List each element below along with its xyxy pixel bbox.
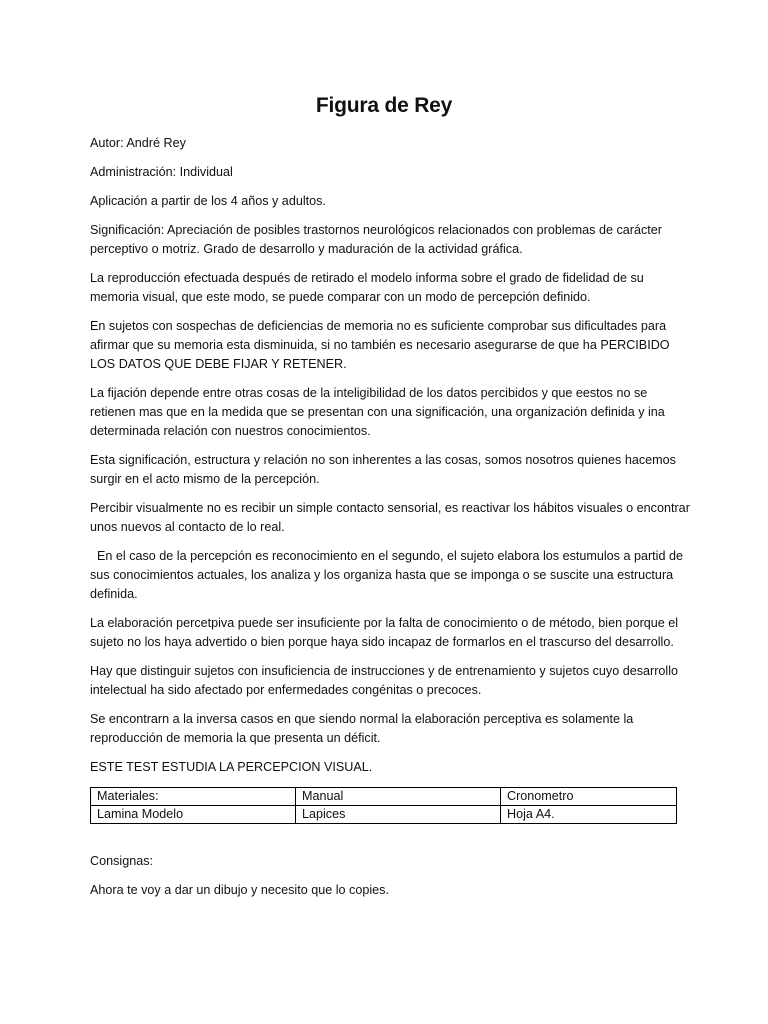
table-cell: Hoja A4. — [501, 806, 677, 824]
paragraph-inverse: Se encontrarn a la inversa casos en que siendo normal la elaboración perceptiva es solamente la reproducción de memoria la que presenta un déficit. — [90, 712, 637, 745]
paragraph-distinguish: Hay que distinguir sujetos con insuficiencia de instrucciones y de entrenamiento y sujetos cuyo desarrollo intelectual ha sido afectado por enfermedades congénitas o precoces. — [90, 664, 682, 697]
paragraph-application: Aplicación a partir de los 4 años y adultos. — [90, 194, 326, 208]
table-row — [91, 806, 677, 824]
table-cell: Materiales: — [91, 788, 296, 806]
paragraph-memory-deficiency: En sujetos con sospechas de deficiencias de memoria no es suficiente comprobar sus dificultades para afirmar que su memoria esta disminuida, si no también es necesario asegurarse de que ha PERCIBIDO LOS DATOS QUE DEBE FIJAR Y RETENER. — [90, 319, 674, 371]
materials-table — [90, 787, 677, 824]
document-body — [90, 134, 694, 910]
paragraph-reproduction: La reproducción efectuada después de retirado el modelo informa sobre el grado de fidelidad de su memoria visual, que este modo, se puede comparar con un modo de percepción definido. — [90, 271, 648, 304]
paragraph-perception-case: En el caso de la percepción es reconocimiento en el segundo, el sujeto elabora los estumulos a partid de sus conocimientos actuales, los analiza y los organiza hasta que se imponga o se suscite una estructura definida. — [90, 549, 687, 601]
table-cell: Cronometro — [501, 788, 677, 806]
paragraph-author: Autor: André Rey — [90, 136, 186, 150]
document-title: Figura de Rey — [315, 94, 453, 117]
paragraph-perceive: Percibir visualmente no es recibir un simple contacto sensorial, es reactivar los hábitos visuales o encontrar unos nuevos al contacto de lo real. — [90, 501, 694, 534]
paragraph-test-studies: ESTE TEST ESTUDIA LA PERCEPCION VISUAL. — [90, 760, 373, 774]
paragraph-instructions-text: Ahora te voy a dar un dibujo y necesito que lo copies. — [90, 883, 389, 897]
paragraph-fixation: La fijación depende entre otras cosas de la inteligibilidad de los datos percibidos y que eestos no se retienen mas que en la medida que se presentan con una significación, una organización definida y ina determinada relación con nuestros conocimientos. — [90, 386, 669, 438]
paragraph-administration: Administración: Individual — [90, 165, 233, 179]
table-cell: Lamina Modelo — [91, 806, 296, 824]
table-row — [91, 788, 677, 806]
paragraph-signification: Esta significación, estructura y relación no son inherentes a las cosas, somos nosotros quienes hacemos surgir en el acto mismo de la percepción. — [90, 453, 680, 486]
paragraph-significance: Significación: Apreciación de posibles trastornos neurológicos relacionados con problemas de carácter perceptivo o motriz. Grado de desarrollo y maduración de la actividad gráfica. — [90, 223, 666, 256]
paragraph-instructions-heading: Consignas: — [90, 854, 154, 868]
table-cell: Lapices — [296, 806, 501, 824]
paragraph-elaboration: La elaboración percetpiva puede ser insuficiente por la falta de conocimiento o de método, bien porque el sujeto no los haya advertido o bien porque haya sido incapaz de formarlos en el trascurso del desarrollo. — [90, 616, 682, 649]
table-cell: Manual — [296, 788, 501, 806]
